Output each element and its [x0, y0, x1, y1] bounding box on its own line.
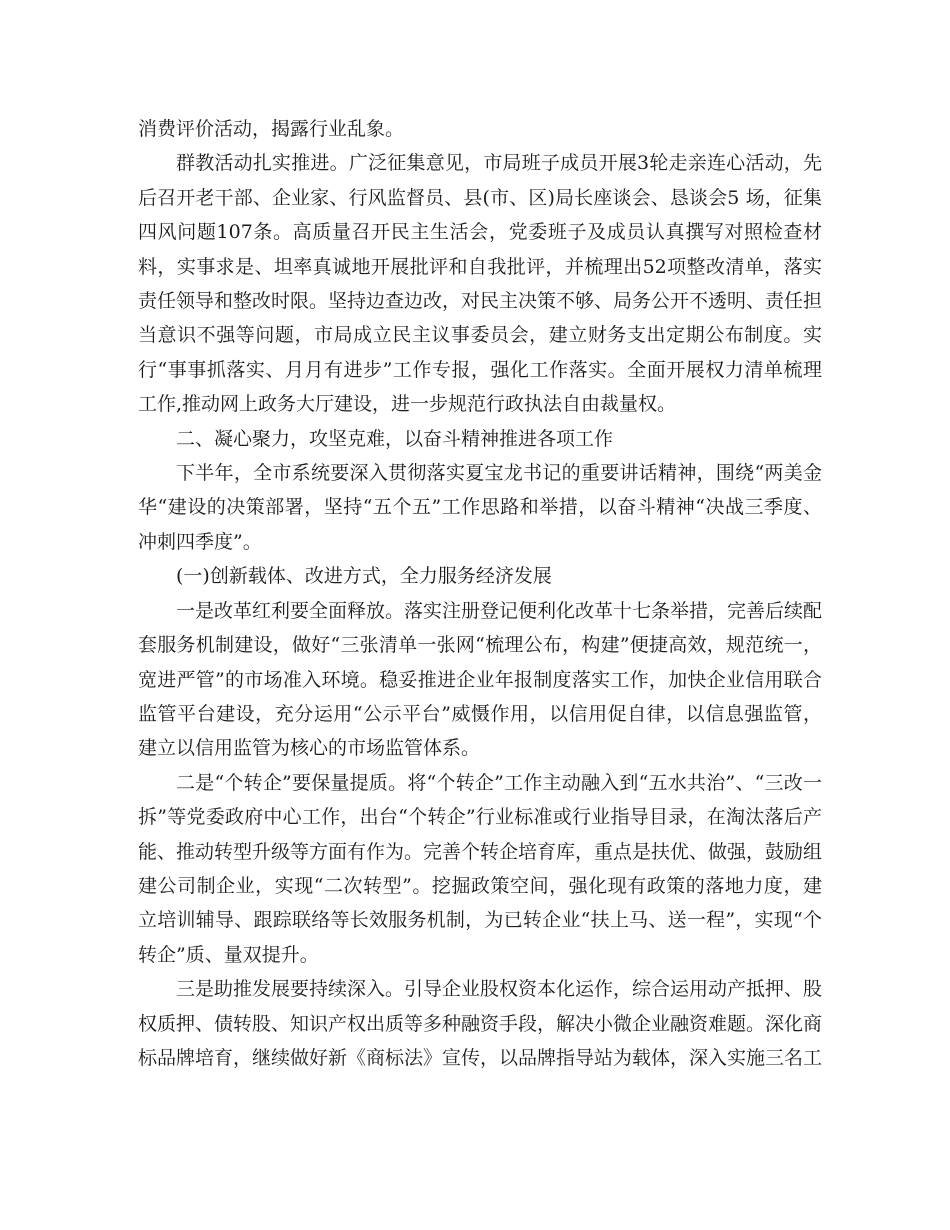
paragraph-1: 消费评价活动，揭露行业乱象。: [138, 118, 405, 140]
paragraph-2: 群教活动扎实推进。广泛征集意见，市局班子成员开展3轮走亲连心活动，先后召开老干部、企业家、行风监督员、县(市、区)局长座谈会、恳谈会5 场，征集四风问题107条。高质量召开民主生活会，党委班子及成员认真撰写对照检查材料，实事求是、坦率真诚地开展批评和自我批评，并梳理出52项整改清单，落实责任领导和整改时限。坚持边查边改，对民主决策不够、局务公开不透明、责任担当意识不强等问题，市局成立民主议事委员会，建立财务支出定期公布制度。实行“事事抓落实、月月有进步”工作专报，强化工作落实。全面开展权力清单梳理工作,推动网上政务大厅建设，进一步规范行政执法自由裁量权。: [138, 152, 823, 416]
paragraph-6: 三是助推发展要持续深入。引导企业股权资本化运作，综合运用动产抵押、股权质押、债转股、知识产权出质等多种融资手段，解决小微企业融资难题。深化商标品牌培育，继续做好新《商标法》宣传，以品牌指导站为载体，深入实施三名工: [138, 978, 823, 1069]
paragraph-4: 一是改革红利要全面释放。落实注册登记便利化改革十七条举措，完善后续配套服务机制建设，做好“三张清单一张网“梳理公布，构建”便捷高效，规范统一，宽进严管”的市场准入环境。稳妥推进企业年报制度落实工作，加快企业信用联合监管平台建设，充分运用“公示平台”威慑作用，以信用促自律，以信息强监管，建立以信用监管为核心的市场监管体系。: [138, 599, 823, 760]
paragraph-5: 二是“个转企”要保量提质。将“个转企”工作主动融入到“五水共治”、“三改一拆”等党委政府中心工作，出台“个转企”行业标准或行业指导目录，在淘汰落后产能、推动转型升级等方面有作为。完善个转企培育库，重点是扶优、做强，鼓励组建公司制企业，实现“二次转型”。挖掘政策空间，强化现有政策的落地力度，建立培训辅导、跟踪联络等长效服务机制，为已转企业“扶上马、送一程”，实现“个转企”质、量双提升。: [138, 771, 823, 966]
section-heading-2: 二、凝心聚力，攻坚克难，以奋斗精神推进各项工作: [176, 427, 614, 450]
subsection-heading-1: (一)创新载体、改进方式，全力服务经济发展: [176, 565, 552, 588]
paragraph-3: 下半年，全市系统要深入贯彻落实夏宝龙书记的重要讲话精神，围绕“两美金华“建设的决策部署，坚持“五个五”工作思路和举措，以奋斗精神“决战三季度、冲刺四季度”。: [138, 462, 822, 553]
document-body: [138, 112, 822, 1075]
